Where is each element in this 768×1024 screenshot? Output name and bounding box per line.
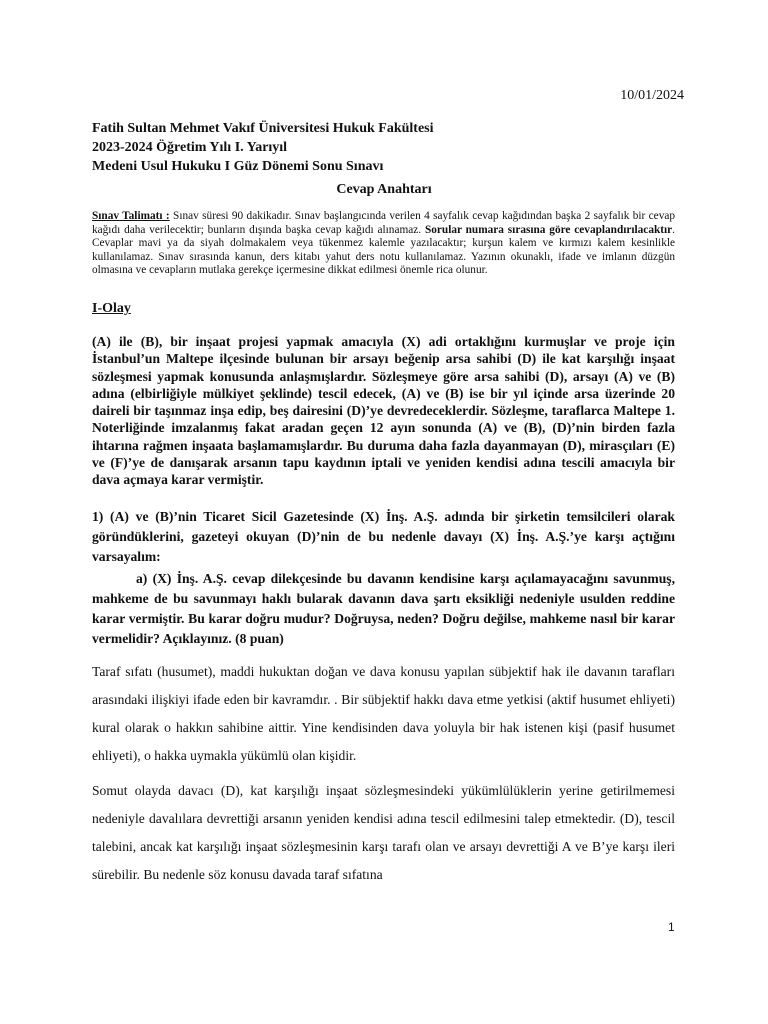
instructions-text-2: . Cevaplar mavi ya da siyah dolmakalem veya tükenmez kalemle yazılacaktır; kurşun kalem ve kırmızı kalem kesinlikle kullanılamaz. Sınav sırasında kanun, ders kitabı yahut ders notu kullanılamaz. Yazının okunaklı, ifade ve imlanın düzgün olmasına ve cevapların mutlaka gerekçe içermesine dikkat edilmesi önemle rica olunur. <box>92 223 675 277</box>
instructions-label: Sınav Talimatı : <box>92 210 170 222</box>
question-1a <box>92 569 675 649</box>
document-date: 10/01/2024 <box>620 88 684 103</box>
answer-paragraph-1: Taraf sıfatı (husumet), maddi hukuktan doğan ve dava konusu yapılan sübjektif hak ile davanın tarafları arasındaki ilişkiyi ifade eden bir kavramdır. . Bir sübjektif hakkı dava etme yetkisi (aktif husumet ehliyeti) kural olarak o hakkın sahibine aittir. Yine kendisinden dava yoluyla bir hak istenen kişi (pasif husumet ehliyeti), o hakka uymakla yükümlü olan kişidir. <box>92 664 675 763</box>
page-number: 1 <box>668 920 675 934</box>
exam-name: Medeni Usul Hukuku I Güz Dönemi Sonu Sınavı <box>92 159 384 174</box>
instructions-bold: Sorular numara sırasına göre cevaplandırılacaktır <box>424 223 673 236</box>
question-1a-text: a) (X) İnş. A.Ş. cevap dilekçesinde bu davanın kendisine karşı açılamayacağını savunmuş, mahkeme de bu savunmayı haklı bularak davanın dava şartı eksikliği nedeniyle usulden reddine karar vermiştir. Bu karar doğru mudur? Doğruysa, neden? Doğru değilse, mahkeme nasıl bir karar vermelidir? Açıklayınız. (8 puan) <box>92 571 675 646</box>
case-text: (A) ile (B), bir inşaat projesi yapmak amacıyla (X) adi ortaklığını kurmuşlar ve proje için İstanbul’un Maltepe ilçesinde bulunan bir arsayı beğenip arsa sahibi (D) ile kat karşılığı inşaat sözleşmesi yapmak konusunda anlaşmışlardır. Sözleşmeye göre arsa sahibi (D), arsayı (A) ve (B) adına (elbirliğiyle mülkiyet şeklinde) tescil edecek, (A) ve (B) ise bir yıl içinde arsa üzerinde 20 daireli bir taşınmaz inşa edip, beş dairesini (D)’ye devredeceklerdir. Sözleşme, taraflarca Maltepe 1. Noterliğinde imzalanmış fakat aradan geçen 12 ayın sonunda (A) ve (B), (D)’nin birden fazla ihtarına rağmen inşaata başlamamışlardır. Bu duruma daha fazla dayanmayan (D), mirasçıları (E) ve (F)’ye de danışarak arsanın tapu kaydının iptali ve yeniden kendisi adına tescili amacıyla bir dava açmaya karar vermiştir. <box>92 334 675 488</box>
exam-instructions <box>92 210 675 278</box>
section-title: I-Olay <box>92 301 131 316</box>
academic-term: 2023-2024 Öğretim Yılı I. Yarıyıl <box>92 140 288 155</box>
faculty-name: Fatih Sultan Mehmet Vakıf Üniversitesi Hukuk Fakültesi <box>92 121 434 136</box>
instructions-text-1: Sınav süresi 90 dakikadır. Sınav başlangıcında verilen 4 sayfalık cevap kağıdından başka 2 sayfalık bir cevap kağıdı daha verilecektir; bunların dışında başka cevap kağıdı alınamaz. <box>92 210 676 236</box>
answer-paragraph-2: Somut olayda davacı (D), kat karşılığı inşaat sözleşmesindeki yükümlülüklerin yerine getirilmemesi nedeniyle davalılara devrettiği arsanın yeniden kendisi adına tescil edilmesini talep etmektedir. (D), tescil talebini, ancak kat karşılığı inşaat sözleşmesinin karşı tarafı olan ve arsayı devrettiği A ve B’ye karşı ileri sürebilir. Bu nedenle söz konusu davada taraf sıfatına <box>92 783 675 882</box>
answer-key-title: Cevap Anahtarı <box>336 182 432 197</box>
question-1: 1) (A) ve (B)’nin Ticaret Sicil Gazetesinde (X) İnş. A.Ş. adında bir şirketin temsilcileri olarak göründüklerini, gazeteyi okuyan (D)’nin de bu nedenle davayı (X) İnş. A.Ş.’ye karşı açtığını varsayalım: <box>92 509 675 564</box>
document-header <box>92 119 682 176</box>
